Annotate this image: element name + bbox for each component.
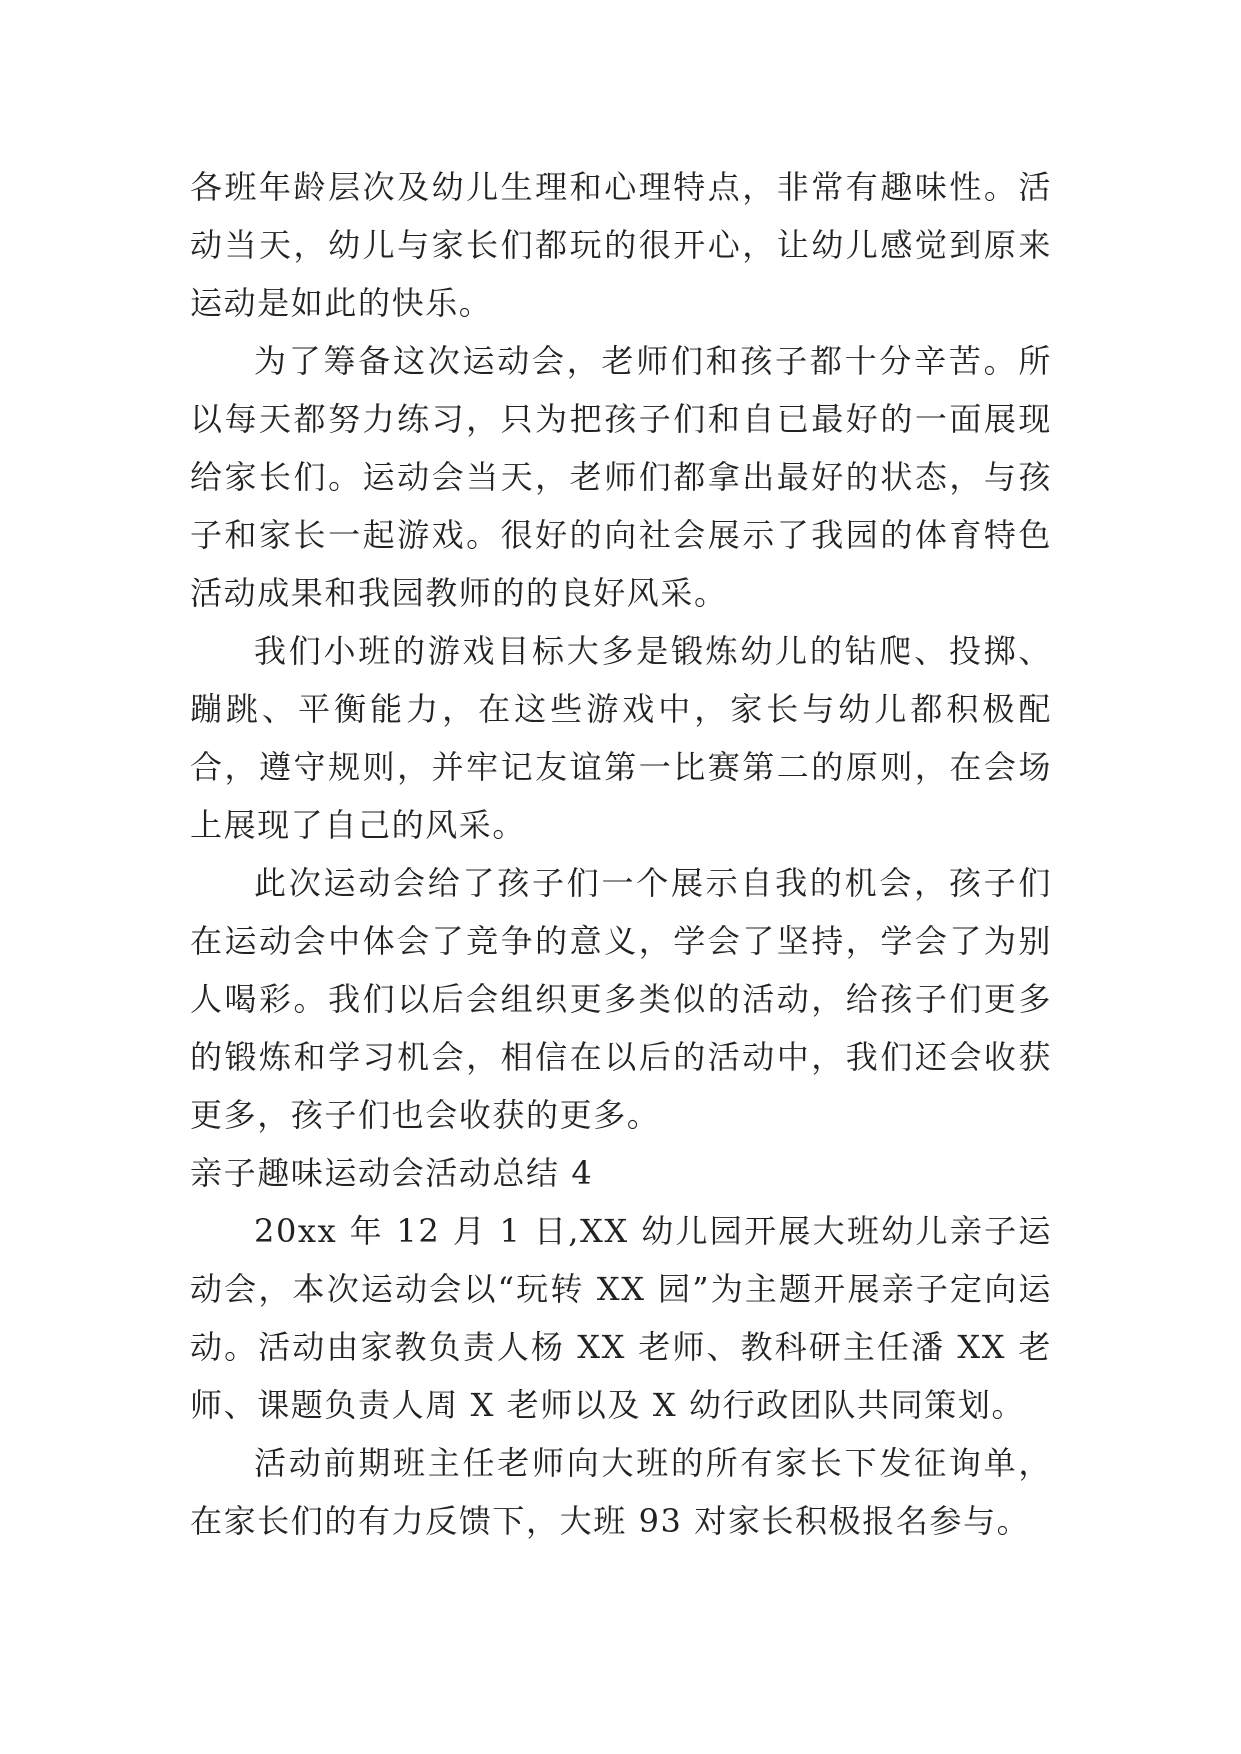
paragraph-preparation: 为了筹备这次运动会，老师们和孩子都十分辛苦。所以每天都努力练习，只为把孩子们和自已最好的一面展现给家长们。运动会当天，老师们都拿出最好的状态，与孩子和家长一起游戏。很好的向社会展示了我园的体育特色活动成果和我园教师的的良好风采。 <box>190 342 1052 612</box>
paragraph-conclusion: 此次运动会给了孩子们一个展示自我的机会，孩子们在运动会中体会了竞争的意义，学会了坚持，学会了为别人喝彩。我们以后会组织更多类似的活动，给孩子们更多的锻炼和学习机会，相信在以后的活动中，我们还会收获更多，孩子们也会收获的更多。 <box>190 864 1052 1134</box>
document-body <box>190 158 1052 1550</box>
paragraph-continued-intro: 各班年龄层次及幼儿生理和心理特点，非常有趣味性。活动当天，幼儿与家长们都玩的很开心，让幼儿感觉到原来运动是如此的快乐。 <box>190 168 1052 322</box>
paragraph-game-goals: 我们小班的游戏目标大多是锻炼幼儿的钻爬、投掷、蹦跳、平衡能力，在这些游戏中，家长与幼儿都积极配合，遵守规则，并牢记友谊第一比赛第二的原则，在会场上展现了自己的风采。 <box>190 632 1052 844</box>
section-heading: 亲子趣味运动会活动总结 4 <box>190 1154 594 1192</box>
paragraph-registration: 活动前期班主任老师向大班的所有家长下发征询单，在家长们的有力反馈下，大班 93 对家长积极报名参与。 <box>190 1444 1052 1540</box>
paragraph-event-intro: 20xx 年 12 月 1 日,XX 幼儿园开展大班幼儿亲子运动会，本次运动会以“玩转 XX 园”为主题开展亲子定向运动。活动由家教负责人杨 XX 老师、教科研主任潘 XX 老师、课题负责人周 X 老师以及 X 幼行政团队共同策划。 <box>190 1212 1052 1424</box>
